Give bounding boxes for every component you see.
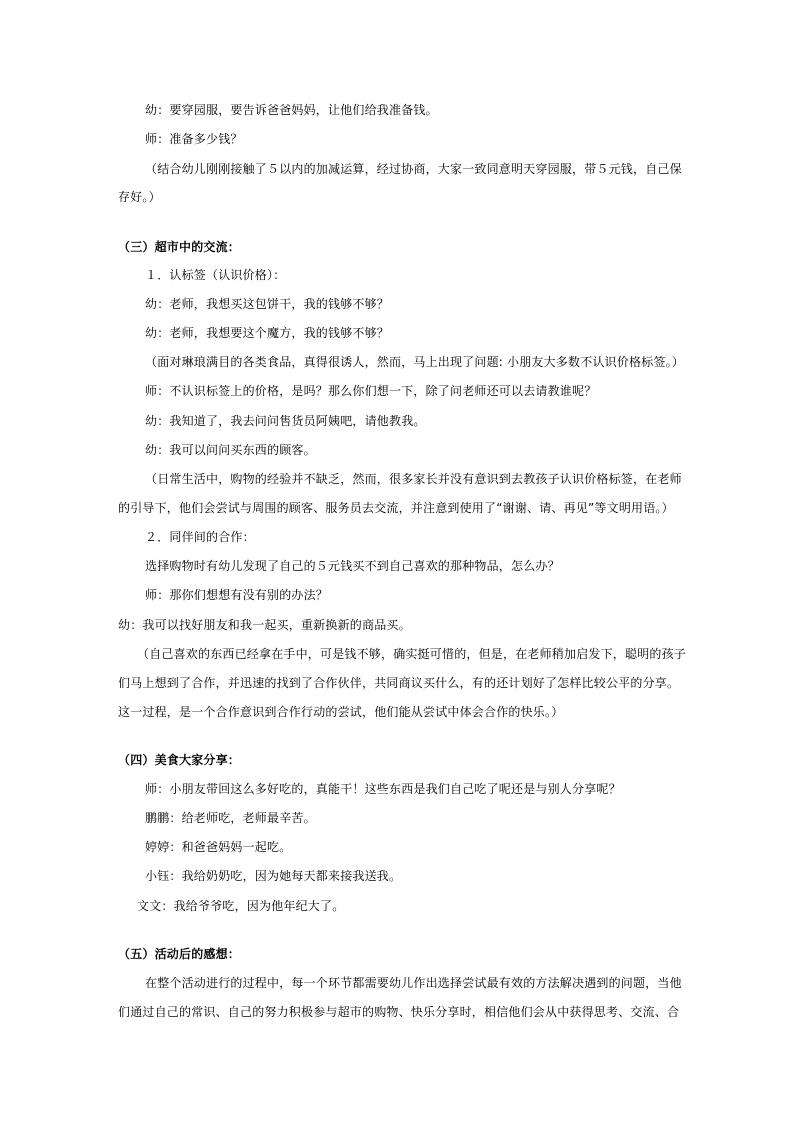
dialogue-line: 小钰：我给奶奶吃，因为她每天都来接我送我。 — [145, 869, 402, 883]
dialogue-line: 幼：要穿园服，要告诉爸爸妈妈，让他们给我准备钱。 — [145, 103, 438, 117]
dialogue-line: 幼：我知道了，我去问问售货员阿姨吧，请他教我。 — [145, 414, 426, 428]
note-line: 存好。） — [118, 190, 161, 204]
note-line: 们马上想到了合作，并迅速的找到了合作伙伴，共同商议买什么，有的还计划好了怎样比较公平的分享。 — [118, 676, 680, 690]
note-line: （日常生活中，购物的经验并不缺乏，然而，很多家长并没有意识到去教孩子认识价格标签，在老师 — [145, 472, 682, 486]
note-line: （自己喜欢的东西已经拿在手中，可是钱不够，确实挺可惜的，但是，在老师稍加启发下，聪明的孩子 — [137, 647, 687, 661]
note-line: （面对琳琅满目的各类食品，真得很诱人，然而，马上出现了问题: 小朋友大多数不认识价格标签。） — [145, 355, 685, 369]
paragraph-line: 们通过自己的常识、自己的努力积极参与超市的购物、快乐分享时，相信他们会从中获得思考、交流、合 — [118, 1005, 680, 1019]
note-line: 这一过程，是一个合作意识到合作行动的尝试，他们能从尝试中体会合作的快乐。） — [118, 705, 564, 719]
dialogue-line: 幼：我可以找好朋友和我一起买，重新换新的商品买。 — [118, 618, 411, 632]
section-heading: （三）超市中的交流： — [118, 240, 241, 254]
dialogue-line: 师：小朋友带回这么多好吃的，真能干！这些东西是我们自己吃了呢还是与别人分享呢？ — [145, 782, 621, 796]
paragraph-line: 选择购物时有幼儿发现了自己的５元钱买不到自己喜欢的那种物品，怎么办？ — [145, 559, 560, 573]
subsection-heading: １．认标签（认识价格）： — [145, 268, 286, 282]
dialogue-line: 师：不认识标签上的价格，是吗？那么你们想一下，除了问老师还可以去请教谁呢？ — [145, 384, 597, 398]
dialogue-line: 师：准备多少钱？ — [145, 132, 243, 146]
section-heading: （四）美食大家分享： — [118, 753, 241, 767]
dialogue-line: 师：那你们想想有没有别的办法？ — [145, 588, 329, 602]
note-line: 的引导下，他们会尝试与周围的顾客、服务员去交流，并注意到使用了“谢谢、请、再见”等文明用语。） — [118, 501, 674, 515]
subsection-heading: ２．同伴间的合作： — [145, 530, 255, 544]
section-heading: （五）活动后的感想： — [118, 947, 241, 961]
dialogue-line: 幼：我可以问问买东西的顾客。 — [145, 443, 316, 457]
dialogue-line: 文文：我给爷爷吃，因为他年纪大了。 — [137, 899, 345, 913]
dialogue-line: 幼：老师，我想要这个魔方，我的钱够不够？ — [145, 326, 390, 340]
dialogue-line: 幼：老师，我想买这包饼干，我的钱够不够？ — [145, 297, 390, 311]
dialogue-line: 婷婷：和爸爸妈妈一起吃。 — [145, 840, 292, 854]
dialogue-line: 鹏鹏：给老师吃，老师最辛苦。 — [145, 811, 316, 825]
paragraph-line: 在整个活动进行的过程中，每一个环节都需要幼儿作出选择尝试最有效的方法解决遇到的问题，当他 — [145, 976, 682, 990]
note-line: （结合幼儿刚刚接触了５以内的加减运算，经过协商，大家一致同意明天穿园服，带５元钱，自己保 — [145, 162, 682, 176]
